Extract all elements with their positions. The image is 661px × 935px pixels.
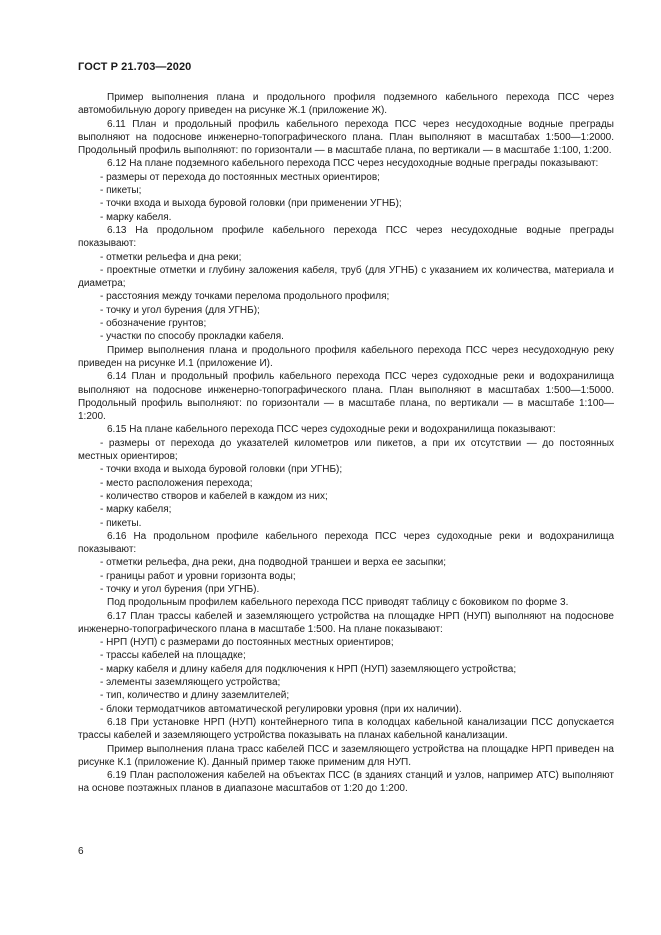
list-item: - участки по способу прокладки кабеля.	[100, 331, 284, 343]
list-item: - НРП (НУП) с размерами до постоянных местных ориентиров;	[100, 637, 394, 649]
list-item: - точки входа и выхода буровой головки (при применении УГНБ);	[100, 198, 402, 210]
list-item: - элементы заземляющего устройства;	[100, 677, 281, 689]
page-number: 6	[78, 846, 84, 857]
list-item: - трассы кабелей на площадке;	[100, 650, 246, 662]
list-item: - проектные отметки и глубину заложения кабеля, труб (для УГНБ) с указанием их количества, материала и диаметра;	[78, 264, 614, 290]
paragraph-6-11: 6.11 План и продольный профиль кабельного перехода ПСС через несудоходные водные преграды выполняют на подоснове инженерно-топографического плана. План выполняют в масштабах 1:500—1:2000. Продольный профиль выполняют: по горизонтали — в масштабе плана, по вертикали — в масштабе 1:100, 1:200.	[78, 118, 614, 157]
list-item: - тип, количество и длину заземлителей;	[100, 690, 290, 702]
list-item: - размеры от перехода до постоянных местных ориентиров;	[100, 171, 380, 183]
paragraph-6-14: 6.14 План и продольный профиль кабельного перехода ПСС через судоходные реки и водохранилища выполняют на подоснове инженерно-топографического плана. План выполняют в масштабах 1:500—1:5000. Продольный профиль выполняют: по горизонтали — в масштабе плана, по вертикали — в масштабе 1:100—1:200.	[78, 371, 614, 423]
list-item: - расстояния между точками перелома продольного профиля;	[100, 291, 390, 303]
list-item: - отметки рельефа, дна реки, дна подводной траншеи и верха ее засыпки;	[100, 557, 447, 569]
list-item: - точку и угол бурения (при УГНБ).	[100, 583, 260, 595]
paragraph-6-12: 6.12 На плане подземного кабельного перехода ПСС через несудоходные водные преграды показывают:	[107, 158, 599, 170]
document-body	[78, 91, 614, 796]
list-item: - количество створов и кабелей в каждом из них;	[100, 490, 328, 502]
document-header: ГОСТ Р 21.703—2020	[78, 61, 192, 73]
list-item: - марку кабеля.	[100, 211, 172, 223]
list-item: - размеры от перехода до указателей километров или пикетов, а при их отсутствии — до постоянных местных ориентиров;	[78, 437, 614, 463]
paragraph-6-16: 6.16 На продольном профиле кабельного перехода ПСС через судоходные реки и водохранилища показывают:	[78, 530, 614, 556]
paragraph: Под продольным профилем кабельного перехода ПСС приводят таблицу с боковиком по форме 3.	[107, 597, 569, 609]
list-item: - точки входа и выхода буровой головки (при УГНБ);	[100, 464, 343, 476]
list-item: - место расположения перехода;	[100, 477, 253, 489]
list-item: - обозначение грунтов;	[100, 318, 207, 330]
paragraph: Пример выполнения плана и продольного профиля кабельного перехода ПСС через несудоходную реку приведен на рисунке И.1 (приложение И).	[78, 344, 614, 369]
list-item: - пикеты.	[100, 517, 142, 529]
paragraph: Пример выполнения плана и продольного профиля подземного кабельного перехода ПСС через автомобильную дорогу приведен на рисунке Ж.1 (приложение Ж).	[78, 92, 614, 117]
paragraph-6-17: 6.17 План трассы кабелей и заземляющего устройства на площадке НРП (НУП) выполняют на подоснове инженерно-топографического плана в масштабе 1:500. На плане показывают:	[78, 610, 614, 635]
paragraph-6-15: 6.15 На плане кабельного перехода ПСС через судоходные реки и водохранилища показывают:	[107, 424, 556, 436]
list-item: - блоки термодатчиков автоматической регулировки уровня (при их наличии).	[100, 703, 462, 715]
list-item: - марку кабеля и длину кабеля для подключения к НРП (НУП) заземляющего устройства;	[100, 663, 517, 675]
paragraph-6-13: 6.13 На продольном профиле кабельного перехода ПСС через несудоходные водные преграды показывают:	[78, 224, 614, 250]
list-item: - границы работ и уровни горизонта воды;	[100, 570, 296, 582]
list-item: - точку и угол бурения (для УГНБ);	[100, 304, 260, 316]
paragraph: Пример выполнения плана трасс кабелей ПСС и заземляющего устройства на площадке НРП приведен на рисунке К.1 (приложение К). Данный пример также применим для НУП.	[78, 743, 614, 768]
paragraph-6-18: 6.18 При установке НРП (НУП) контейнерного типа в колодцах кабельной канализации ПСС допускается трассы кабелей и заземляющего устройства показывать на планах кабельной канализации.	[78, 716, 614, 742]
paragraph-6-19: 6.19 План расположения кабелей на объектах ПСС (в зданиях станций и узлов, например АТС) выполняют на основе поэтажных планов в диапазоне масштабов от 1:20 до 1:200.	[78, 770, 614, 795]
list-item: - марку кабеля;	[100, 504, 172, 516]
list-item: - пикеты;	[100, 185, 142, 197]
list-item: - отметки рельефа и дна реки;	[100, 251, 242, 263]
